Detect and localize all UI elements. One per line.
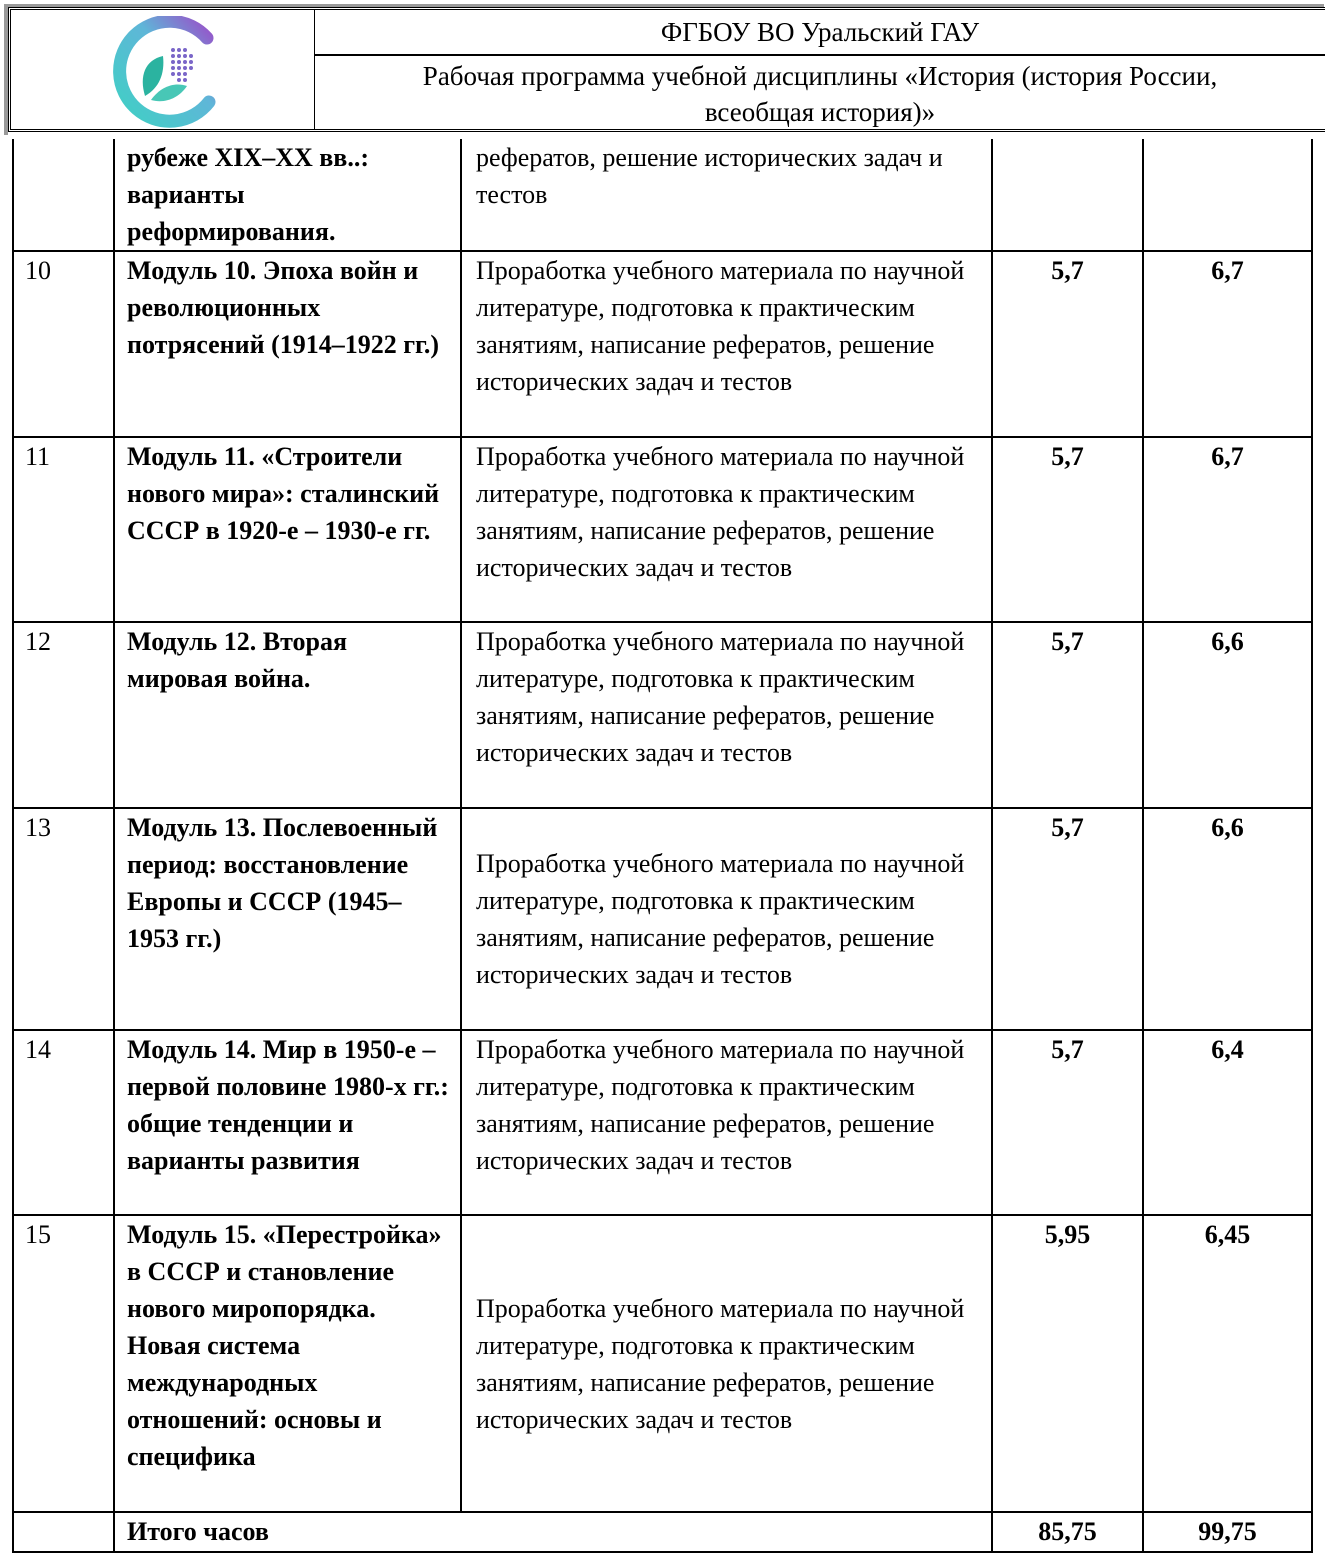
table-row-continued (13, 139, 1312, 251)
module-title: Модуль 14. Мир в 1950-е – первой половине 1980-х гг.: общие тенденции и варианты развития (114, 1030, 461, 1215)
hours-value-1 (992, 139, 1143, 251)
work-description: Проработка учебного материала по научной литературе, подготовка к практическим занятиям, написание рефератов, решение исторических задач и тестов (461, 437, 992, 622)
ural-gau-logo-icon (109, 16, 221, 128)
logo-cell (11, 10, 315, 129)
row-number: 13 (13, 808, 114, 1030)
program-title-line2: всеобщая история)» (704, 97, 936, 127)
work-description: рефератов, решение исторических задач и тестов (461, 139, 992, 251)
table-row (13, 1215, 1312, 1512)
module-title: Модуль 15. «Перестройка» в СССР и становление нового миропорядка. Новая система международных отношений: основы и специфика (114, 1215, 461, 1512)
row-number: 14 (13, 1030, 114, 1215)
table-row (13, 808, 1312, 1030)
row-number: 15 (13, 1215, 114, 1512)
header-shadow-left (4, 4, 8, 135)
row-number (13, 139, 114, 251)
hours-value-2: 6,7 (1143, 437, 1312, 622)
hours-value-1: 5,95 (992, 1215, 1143, 1512)
table-row (13, 622, 1312, 808)
hours-value-2: 6,7 (1143, 251, 1312, 437)
hours-value-1: 5,7 (992, 437, 1143, 622)
row-number-empty (13, 1512, 114, 1552)
table-row (13, 251, 1312, 437)
table-row (13, 1030, 1312, 1215)
organization-title: ФГБОУ ВО Уральский ГАУ (315, 10, 1325, 56)
row-number: 12 (13, 622, 114, 808)
program-title-line1: Рабочая программа учебной дисциплины «История (история России, (422, 61, 1218, 91)
self-study-hours-table (12, 139, 1313, 1553)
table-row (13, 437, 1312, 622)
row-number: 10 (13, 251, 114, 437)
hours-value-2: 6,45 (1143, 1215, 1312, 1512)
hours-value-1: 5,7 (992, 808, 1143, 1030)
module-title: Модуль 10. Эпоха войн и революционных потрясений (1914–1922 гг.) (114, 251, 461, 437)
hours-value-1: 5,7 (992, 1030, 1143, 1215)
hours-value-2: 6,6 (1143, 622, 1312, 808)
module-title: Модуль 11. «Строители нового мира»: сталинский СССР в 1920-е – 1930-е гг. (114, 437, 461, 622)
work-description: Проработка учебного материала по научной литературе, подготовка к практическим занятиям, написание рефератов, решение исторических задач и тестов (461, 808, 992, 1030)
total-value-2: 99,75 (1143, 1512, 1312, 1552)
work-description: Проработка учебного материала по научной литературе, подготовка к практическим занятиям, написание рефератов, решение исторических задач и тестов (461, 1030, 992, 1215)
total-value-1: 85,75 (992, 1512, 1143, 1552)
hours-value-2 (1143, 139, 1312, 251)
module-title: рубеже XIX–XX вв..: варианты реформирования. (114, 139, 461, 251)
module-title: Модуль 12. Вторая мировая война. (114, 622, 461, 808)
hours-value-2: 6,4 (1143, 1030, 1312, 1215)
hours-value-2: 6,6 (1143, 808, 1312, 1030)
table-row-total (13, 1512, 1312, 1552)
header-shadow-top (4, 4, 1324, 7)
hours-value-1: 5,7 (992, 251, 1143, 437)
module-title: Модуль 13. Послевоенный период: восстановление Европы и СССР (1945–1953 гг.) (114, 808, 461, 1030)
row-number: 11 (13, 437, 114, 622)
program-title (315, 56, 1325, 134)
work-description: Проработка учебного материала по научной литературе, подготовка к практическим занятиям, написание рефератов, решение исторических задач и тестов (461, 251, 992, 437)
work-description: Проработка учебного материала по научной литературе, подготовка к практическим занятиям, написание рефератов, решение исторических задач и тестов (461, 1215, 992, 1512)
document-header (8, 7, 1325, 132)
total-label: Итого часов (114, 1512, 992, 1552)
hours-value-1: 5,7 (992, 622, 1143, 808)
work-description: Проработка учебного материала по научной литературе, подготовка к практическим занятиям, написание рефератов, решение исторических задач и тестов (461, 622, 992, 808)
